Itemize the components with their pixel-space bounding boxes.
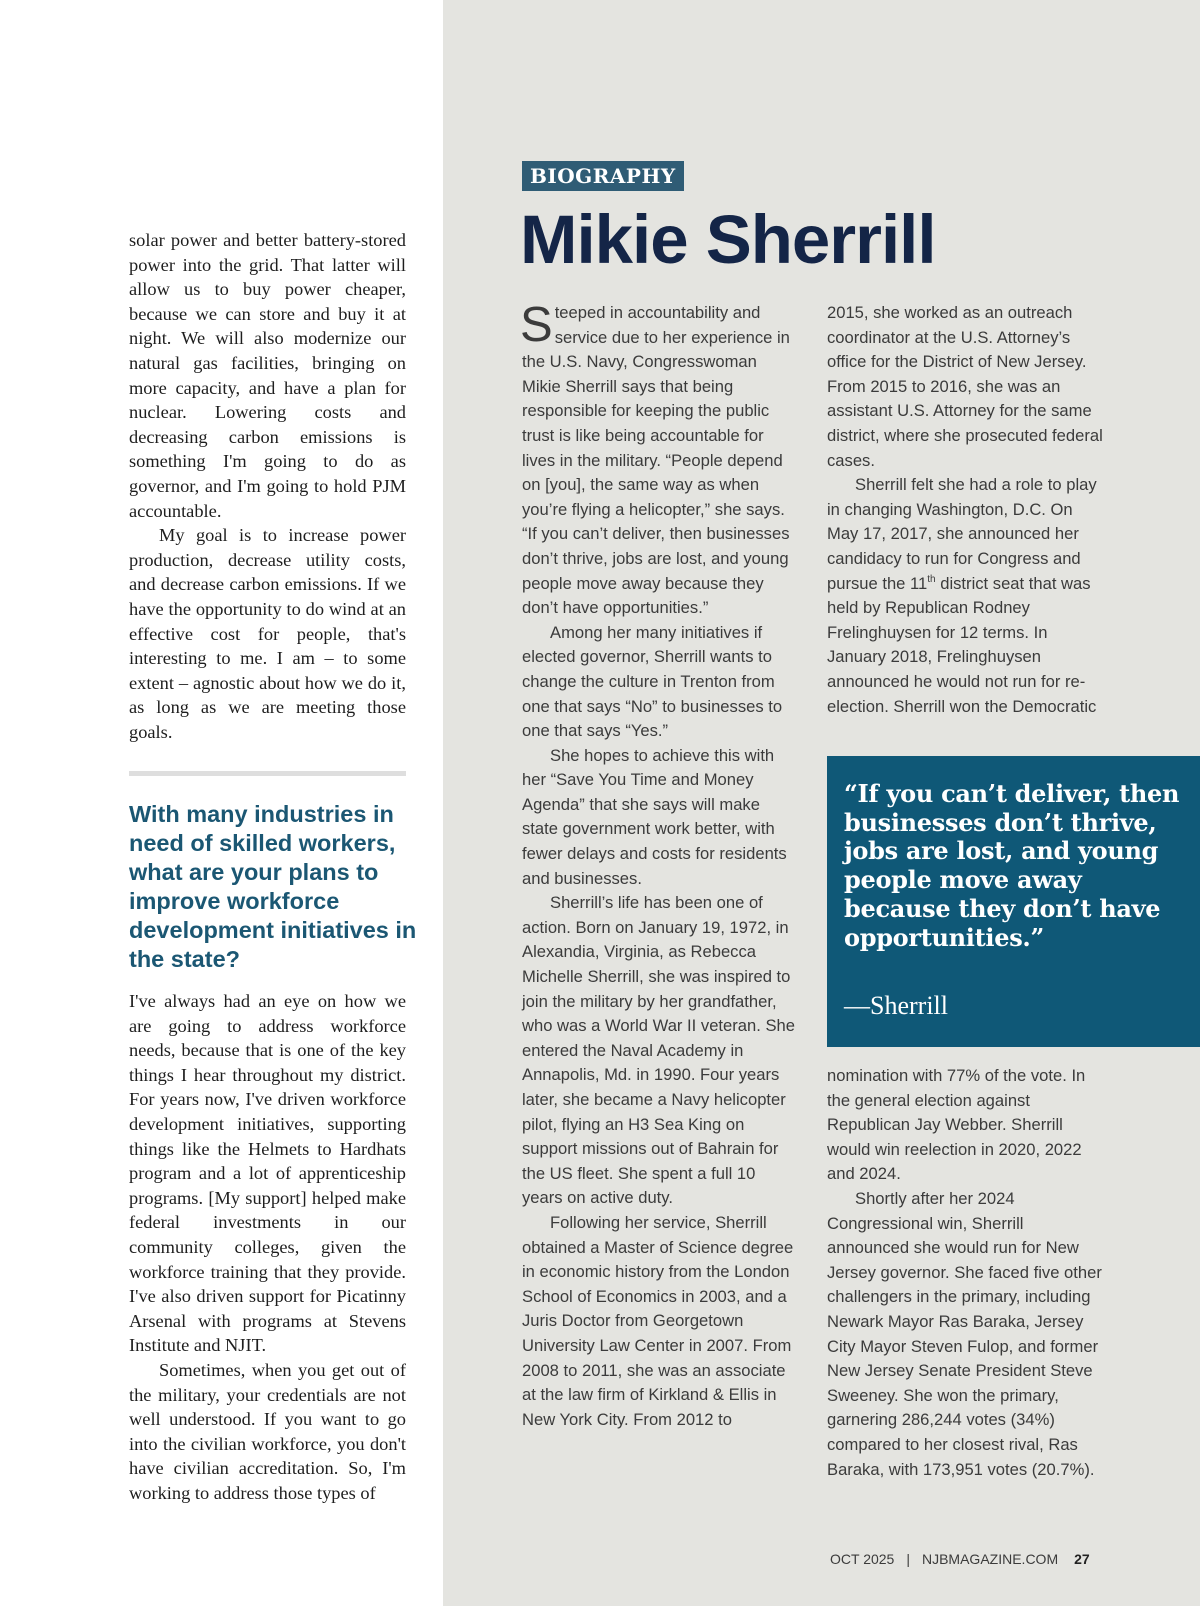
paragraph-text: district seat that was held by Republican Rodney Frelinghuysen for 12 terms. In January 2018, Frelinghuysen announced he would not run for re-election. Sherrill won the Democratic: [827, 573, 1097, 716]
drop-cap: S: [520, 298, 553, 352]
paragraph: Shortly after her 2024 Congressional win, Sherrill announced she would run for New Jersey governor. She faced five other challengers in the primary, including Newark Mayor Ras Baraka, Jersey City Mayor Steven Fulop, and former New Jersey Senate President Steve Sweeney. She won the primary, garnering 286,244 votes (34%) compared to her closest rival, Ras Baraka, with 173,951 votes (20.7%).: [827, 1188, 1102, 1479]
interview-answer-workforce: [129, 989, 406, 1505]
paragraph: [520, 298, 797, 621]
biography-column-middle: [520, 298, 797, 1432]
section-label: BIOGRAPHY: [522, 161, 684, 191]
paragraph: Following her service, Sherrill obtained a Master of Science degree in economic history from the London School of Economics in 2003, and a Juris Doctor from Georgetown University Law Center in 2007. From 2008 to 2011, she was an associate at the law firm of Kirkland & Ellis in New York City. From 2012 to: [522, 1212, 794, 1429]
page-footer: [830, 1548, 1090, 1570]
paragraph: Among her many initiatives if elected governor, Sherrill wants to change the culture in Trenton from one that says “No” to businesses to one that says “Yes.”: [522, 622, 783, 741]
pull-quote-attribution: —Sherrill: [844, 991, 948, 1020]
paragraph: My goal is to increase power production, decrease utility costs, and decrease carbon emissions. If we have the opportunity to do wind at an effective cost for people, that's interesting to me. I am – to some extent – agnostic about how we do it, as long as we are meeting those goals.: [129, 525, 406, 742]
paragraph: I've always had an eye on how we are going to address workforce needs, because that is one of the key things I hear throughout my district. For years now, I've driven workforce development initiatives, supporting things like the Helmets to Hardhats program and a lot of apprenticeship programs. [My support] helped make federal investments in our community colleges, given the workforce training that they provide. I've also driven support for Picatinny Arsenal with programs at Stevens Institute and NJIT.: [129, 991, 406, 1356]
paragraph-text: teeped in accountability and service due to her experience in the U.S. Navy, Congresswoman Mikie Sherrill says that being responsible for keeping the public trust is like being accountable for lives in the military. “People depend on [you], the same way as when you’re flying a helicopter,” she says. “If you can’t deliver, then businesses don’t thrive, jobs are lost, and young people move away because they don’t have opportunities.”: [522, 303, 790, 618]
ordinal-suffix: th: [927, 573, 936, 585]
pull-quote: [827, 756, 1200, 1047]
page-title: Mikie Sherrill: [520, 201, 936, 278]
paragraph: [827, 473, 1105, 719]
paragraph: nomination with 77% of the vote. In the general election against Republican Jay Webber. Sherrill would win reelection in 2020, 2022 and 2024.: [827, 1066, 1086, 1184]
pull-quote-text: “If you can’t deliver, then businesses don’t thrive, jobs are lost, and young people move away because they don’t have opportunities.”: [844, 779, 1180, 952]
biography-column-right-bottom: [827, 1064, 1105, 1482]
paragraph: Sometimes, when you get out of the military, your credentials are not well understood. If you want to go into the civilian workforce, you don't have civilian accreditation. So, I'm working to address those types of: [129, 1359, 406, 1503]
paragraph: She hopes to achieve this with her “Save You Time and Money Agenda” that she says will make state government work better, with fewer delays and costs for residents and businesses.: [522, 745, 787, 888]
interview-question: With many industries in need of skilled workers, what are your plans to improve workforce development initiatives in the state?: [129, 801, 417, 972]
page-number: 27: [1074, 1551, 1090, 1567]
paragraph: Sherrill’s life has been one of action. Born on January 19, 1972, in Alexandia, Virginia, as Rebecca Michelle Sherrill, she was inspired to join the military by her grandfather, who was a World War II veteran. She entered the Naval Academy in Annapolis, Md. in 1990. Four years later, she became a Navy helicopter pilot, flying an H3 Sea King on support missions out of Bahrain for the US fleet. She spent a full 10 years on active duty.: [522, 893, 795, 1208]
issue-date: OCT 2025: [830, 1551, 895, 1567]
paragraph: solar power and better battery-stored power into the grid. That latter will allow us to buy power cheaper, because we can store and buy it at night. We will also modernize our natural gas facilities, bringing on more capacity, and have a plan for nuclear. Lowering costs and decreasing carbon emissions is something I'm going to do as governor, and I'm going to hold PJM accountable.: [129, 230, 406, 521]
biography-column-right-top: [827, 301, 1105, 719]
section-divider: [129, 771, 406, 776]
footer-separator: |: [906, 1551, 910, 1567]
interview-answer-energy: [129, 228, 406, 744]
website-url: NJBMAGAZINE.COM: [921, 1551, 1059, 1567]
paragraph: 2015, she worked as an outreach coordinator at the U.S. Attorney’s office for the District of New Jersey. From 2015 to 2016, she was an assistant U.S. Attorney for the same district, where she prosecuted federal cases.: [827, 303, 1103, 470]
paragraph-text: Sherrill felt she had a role to play in changing Washington, D.C. On May 17, 2017, she announced her candidacy to run for Congress and pursue the 11: [827, 475, 1097, 593]
